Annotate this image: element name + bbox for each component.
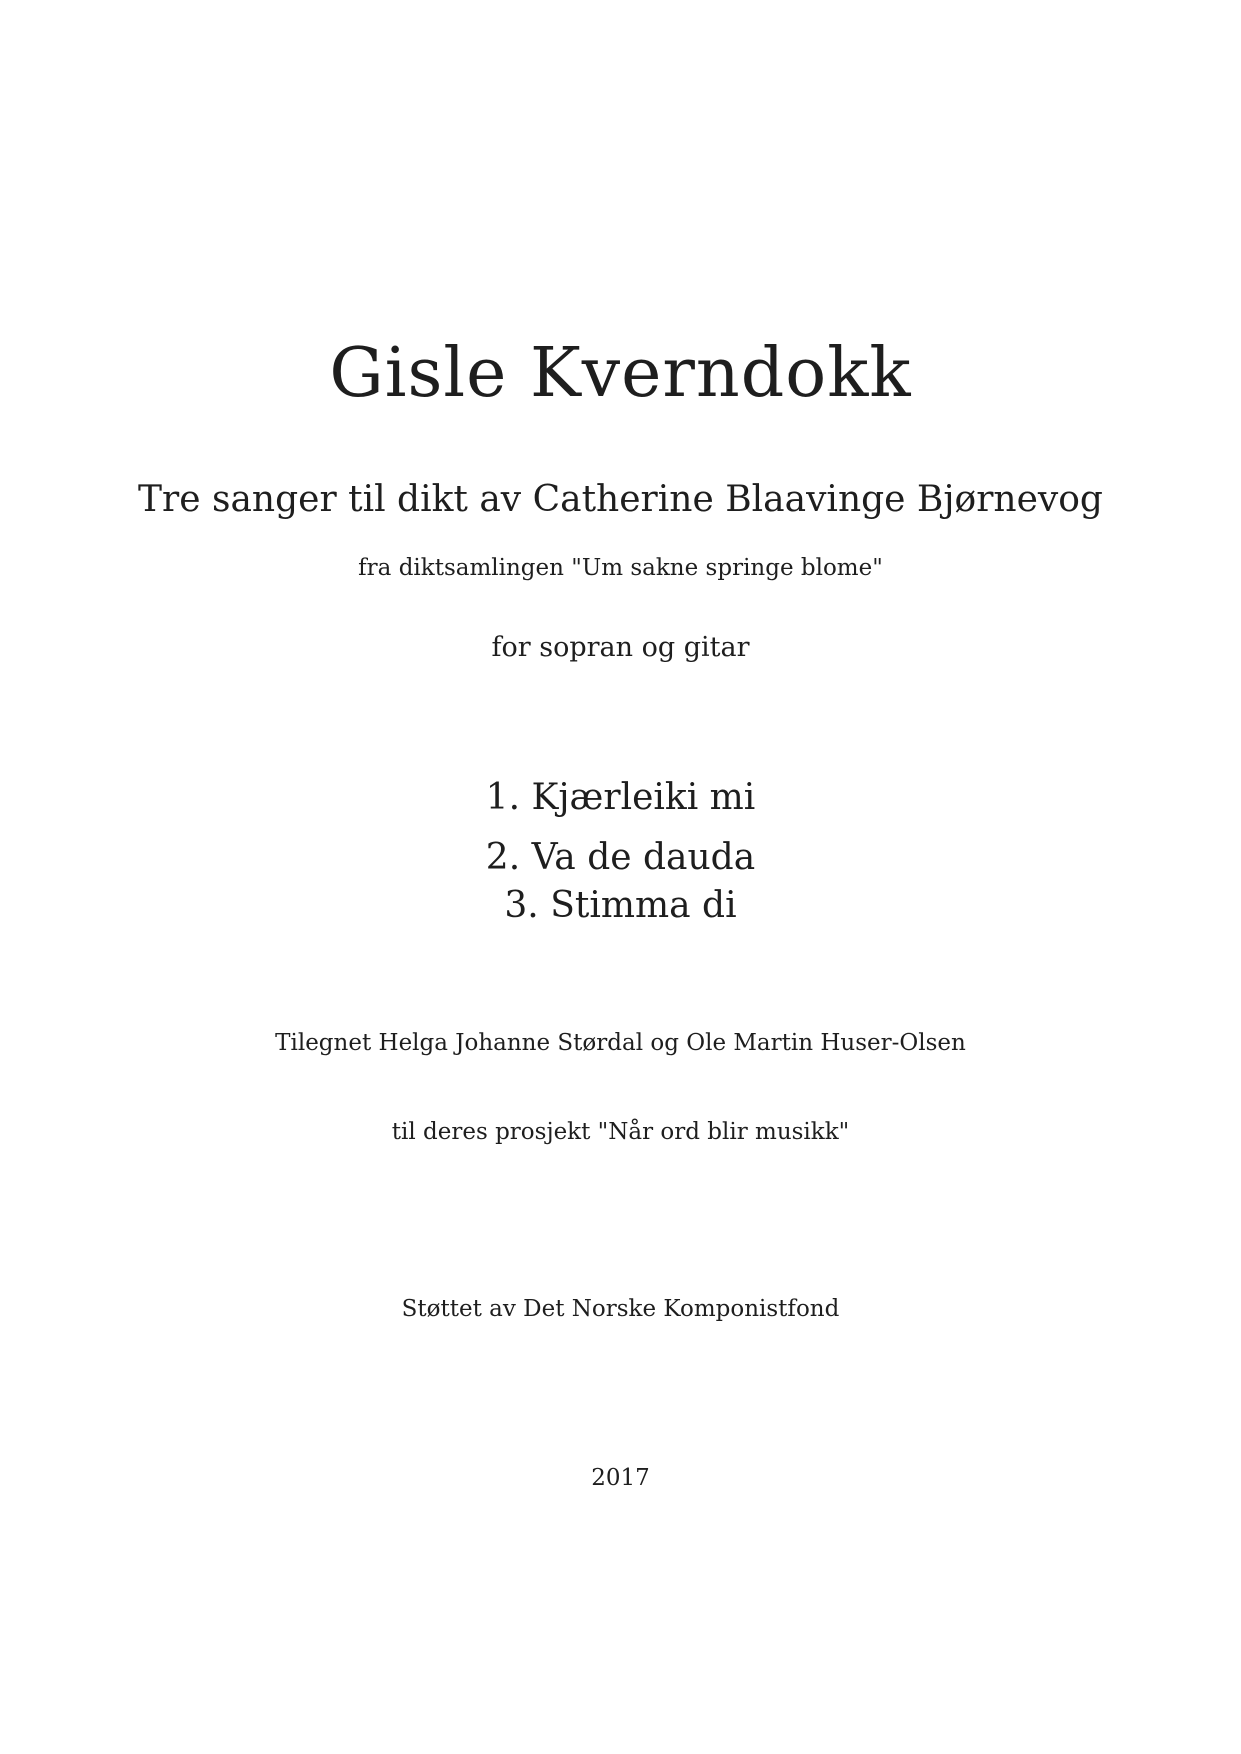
song-item: 3. Stimma di — [504, 885, 737, 926]
publication-year: 2017 — [591, 1465, 650, 1491]
song-item: 2. Va de dauda — [485, 837, 756, 878]
instrumentation: for sopran og gitar — [491, 632, 750, 663]
support-credit: Støttet av Det Norske Komponistfond — [401, 1296, 840, 1322]
dedication: Tilegnet Helga Johanne Størdal og Ole Martin Huser-Olsen — [275, 1030, 966, 1056]
collection-source: fra diktsamlingen "Um sakne springe blome" — [358, 555, 883, 581]
work-title: Tre sanger til dikt av Catherine Blaavinge Bjørnevog — [138, 479, 1103, 520]
song-item: 1. Kjærleiki mi — [485, 777, 756, 818]
project-note: til deres prosjekt "Når ord blir musikk" — [391, 1119, 850, 1145]
composer-name: Gisle Kverndokk — [329, 334, 912, 413]
